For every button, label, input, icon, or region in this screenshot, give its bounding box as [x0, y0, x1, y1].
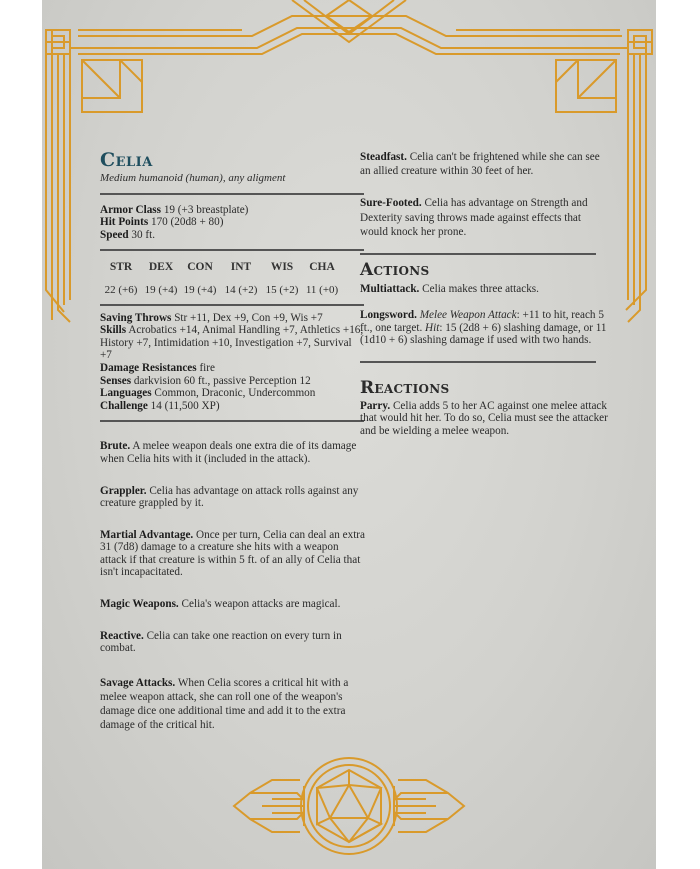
ability-value: 19 (+4) [144, 283, 178, 296]
senses-label: Senses [100, 374, 132, 387]
attack-type: Melee Weapon Attack [419, 309, 517, 322]
armor-class-label: Armor Class [100, 203, 162, 216]
bottom-right-wing [394, 780, 464, 832]
saving-throws-label: Saving Throws [100, 311, 172, 324]
trait-text: Celia has advantage on attack rolls against any creature grappled by it. [100, 484, 359, 510]
reactions-heading: Reactions [360, 377, 450, 398]
ability-value: 11 (+0) [305, 283, 339, 296]
divider [360, 253, 596, 255]
divider [100, 420, 364, 422]
ability-dex [142, 261, 180, 296]
hit-label: Hit [425, 321, 440, 334]
ability-scores-table [100, 261, 365, 296]
senses-value: darkvision 60 ft., passive Perception 12 [133, 374, 311, 387]
action-name: Multiattack. [360, 282, 420, 295]
saving-throws-value: Str +11, Dex +9, Con +9, Wis +7 [174, 311, 323, 324]
trait-name: Grappler. [100, 484, 147, 497]
trait-text: Celia's weapon attacks are magical. [181, 598, 341, 611]
trait-text: Celia can't be frightened while she can see an allied creature within 30 feet of her. [360, 151, 600, 178]
trait-name: Sure-Footed. [360, 197, 422, 210]
ability-value: 15 (+2) [265, 283, 299, 296]
challenge-value: 14 (11,500 XP) [150, 399, 220, 412]
action-text: Celia makes three attacks. [422, 282, 539, 295]
trait-brute [100, 440, 365, 465]
trait-name: Savage Attacks. [100, 676, 176, 689]
left-column [100, 150, 365, 733]
action-multiattack [360, 283, 608, 296]
skills-value: Acrobatics +14, Animal Handling +7, Athletics +16, History +7, Intimidation +10, Investigation +7, Survival +7 [100, 324, 364, 362]
ability-str [100, 261, 142, 296]
trait-name: Brute. [100, 440, 131, 453]
trait-text: Celia has advantage on Strength and Dexterity saving throws made against effects that would knock her prone. [360, 197, 588, 238]
trait-text: Once per turn, Celia can deal an extra 31 (7d8) damage to a creature she hits with a weapon attack if that creature is within 5 ft. of an ally of Celia that isn't incapacitated. [100, 528, 366, 579]
languages-label: Languages [100, 387, 152, 400]
trait-steadfast [360, 150, 608, 178]
bottom-left-wing [234, 780, 304, 832]
trait-magic-weapons [100, 598, 365, 611]
speed-label: Speed [100, 228, 129, 241]
trait-sure-footed [360, 196, 608, 239]
basic-stats [100, 204, 365, 242]
languages-value: Common, Draconic, Undercommon [154, 387, 316, 400]
d20-medallion-icon [301, 758, 397, 854]
divider [100, 193, 364, 195]
speed-value: 30 ft. [131, 228, 156, 241]
trait-text: Celia can take one reaction on every turn in combat. [100, 629, 342, 655]
skills-label: Skills [100, 324, 127, 337]
trait-grappler [100, 485, 365, 510]
ability-name: STR [109, 261, 133, 274]
reaction-parry [360, 400, 608, 438]
reaction-text: Celia adds 5 to her AC against one melee attack that would hit her. To do so, Celia must see the attacker and be wielding a melee weapon. [360, 399, 608, 437]
action-text: : +11 to hit, reach 5 ft., one target. [360, 309, 604, 334]
hit-points-value: 170 (20d8 + 80) [150, 216, 224, 229]
ability-name: DEX [148, 261, 174, 274]
ability-cha [302, 261, 342, 296]
action-name: Longsword. [360, 309, 417, 322]
reaction-name: Parry. [360, 399, 391, 412]
hit-points-label: Hit Points [100, 216, 149, 229]
challenge-label: Challenge [100, 399, 148, 412]
trait-savage-attacks [100, 676, 365, 733]
action-longsword [360, 309, 608, 347]
ability-name: WIS [270, 261, 294, 274]
trait-text: When Celia scores a critical hit with a melee weapon attack, she can roll one of the weapon's damage dice one additional time and add it to the extra damage of the critical hit. [100, 676, 349, 732]
ability-wis [262, 261, 302, 296]
ability-con [180, 261, 220, 296]
ability-value: 14 (+2) [224, 283, 258, 296]
ability-name: CHA [309, 261, 335, 274]
creature-name: Celia [100, 149, 153, 171]
ability-value: 22 (+6) [104, 283, 138, 296]
armor-class-value: 19 (+3 breastplate) [163, 203, 249, 216]
damage-resistances-label: Damage Resistances [100, 361, 197, 374]
properties [100, 312, 365, 413]
trait-name: Magic Weapons. [100, 598, 179, 611]
trait-text: A melee weapon deals one extra die of its damage when Celia hits with it (included in the attack). [100, 440, 357, 465]
trait-reactive [100, 630, 365, 655]
ability-int [220, 261, 262, 296]
trait-martial-advantage [100, 529, 365, 579]
ability-value: 19 (+4) [183, 283, 217, 296]
trait-name: Martial Advantage. [100, 528, 194, 541]
stat-block-page [42, 0, 656, 869]
ability-name: CON [187, 261, 213, 274]
top-center-ornament [292, 0, 406, 42]
left-side-lines [46, 42, 64, 312]
ability-name: INT [230, 261, 252, 274]
right-column [360, 150, 608, 437]
trait-name: Reactive. [100, 629, 144, 642]
divider [100, 304, 364, 306]
damage-resistances-value: fire [199, 361, 215, 374]
action-text: : 15 (2d8 + 6) slashing damage, or 11 (1d10 + 6) slashing damage if used with two hands. [360, 321, 607, 347]
divider [100, 249, 364, 251]
divider [360, 361, 596, 363]
creature-type: Medium humanoid (human), any aligment [100, 172, 286, 184]
actions-heading: Actions [360, 260, 430, 281]
trait-name: Steadfast. [360, 151, 407, 163]
